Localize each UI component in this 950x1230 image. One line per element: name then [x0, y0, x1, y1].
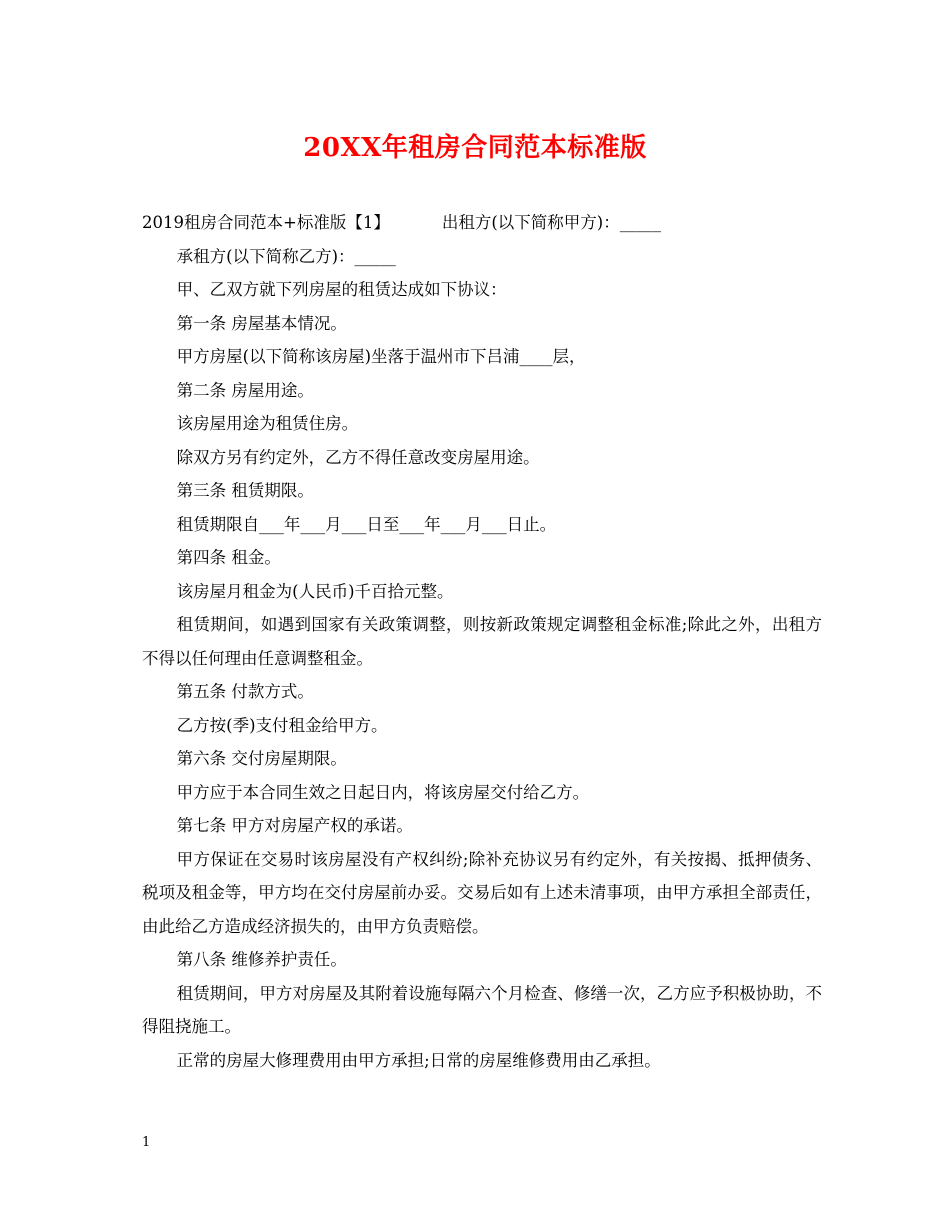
paragraph: 甲、乙双方就下列房屋的租赁达成如下协议： — [176, 280, 507, 299]
lessor-line: 出租方(以下简称甲方)：_____ — [441, 213, 661, 232]
paragraph: 甲方保证在交易时该房屋没有产权纠纷;除补充协议另有约定外，有关按揭、抵押债务、税项及租金等，甲方均在交付房屋前办妥。交易后如有上述未清事项，由甲方承担全部责任，由此给乙方造成经济损失的，由甲方负责赔偿。 — [142, 849, 822, 936]
paragraph: 除双方另有约定外，乙方不得任意改变房屋用途。 — [176, 447, 540, 467]
paragraph: 第七条 甲方对房屋产权的承诺。 — [176, 816, 413, 835]
paragraph: 租赁期间，甲方对房屋及其附着设施每隔六个月检查、修缮一次，乙方应予积极协助，不得阻挠施工。 — [142, 983, 822, 1036]
intro-line — [142, 206, 822, 240]
paragraph: 第八条 维修养护责任。 — [176, 950, 347, 969]
paragraph: 甲方应于本合同生效之日起日内，将该房屋交付给乙方。 — [176, 782, 590, 802]
paragraph: 租赁期间，如遇到国家有关政策调整，则按新政策规定调整租金标准;除此之外，出租方不得以任何理由任意调整租金。 — [142, 615, 822, 668]
paragraph: 正常的房屋大修理费用由甲方承担;日常的房屋维修费用由乙承担。 — [176, 1050, 661, 1070]
document-title: 20XX年租房合同范本标准版 — [303, 133, 647, 163]
intro-heading: 2019租房合同范本+标准版【1】 — [142, 213, 390, 232]
paragraph: 租赁期限自___年___月___日至___年___月___日止。 — [176, 514, 557, 534]
paragraph: 第三条 租赁期限。 — [176, 481, 314, 500]
paragraph: 该房屋用途为租赁住房。 — [176, 414, 359, 433]
paragraph: 乙方按(季)支付租金给甲方。 — [176, 715, 388, 735]
paragraph: 第六条 交付房屋期限。 — [176, 749, 347, 768]
paragraph: 第四条 租金。 — [176, 548, 281, 567]
document-body — [142, 206, 822, 1077]
paragraph: 第二条 房屋用途。 — [176, 380, 314, 400]
paragraph: 该房屋月租金为(人民币)千百拾元整。 — [176, 581, 454, 601]
paragraph: 承租方(以下简称乙方)：_____ — [176, 246, 396, 266]
page-number: 1 — [142, 1135, 151, 1150]
paragraph: 第五条 付款方式。 — [176, 682, 314, 701]
paragraph: 第一条 房屋基本情况。 — [176, 313, 347, 333]
paragraph: 甲方房屋(以下简称该房屋)坐落于温州市下吕浦____层， — [176, 347, 586, 366]
